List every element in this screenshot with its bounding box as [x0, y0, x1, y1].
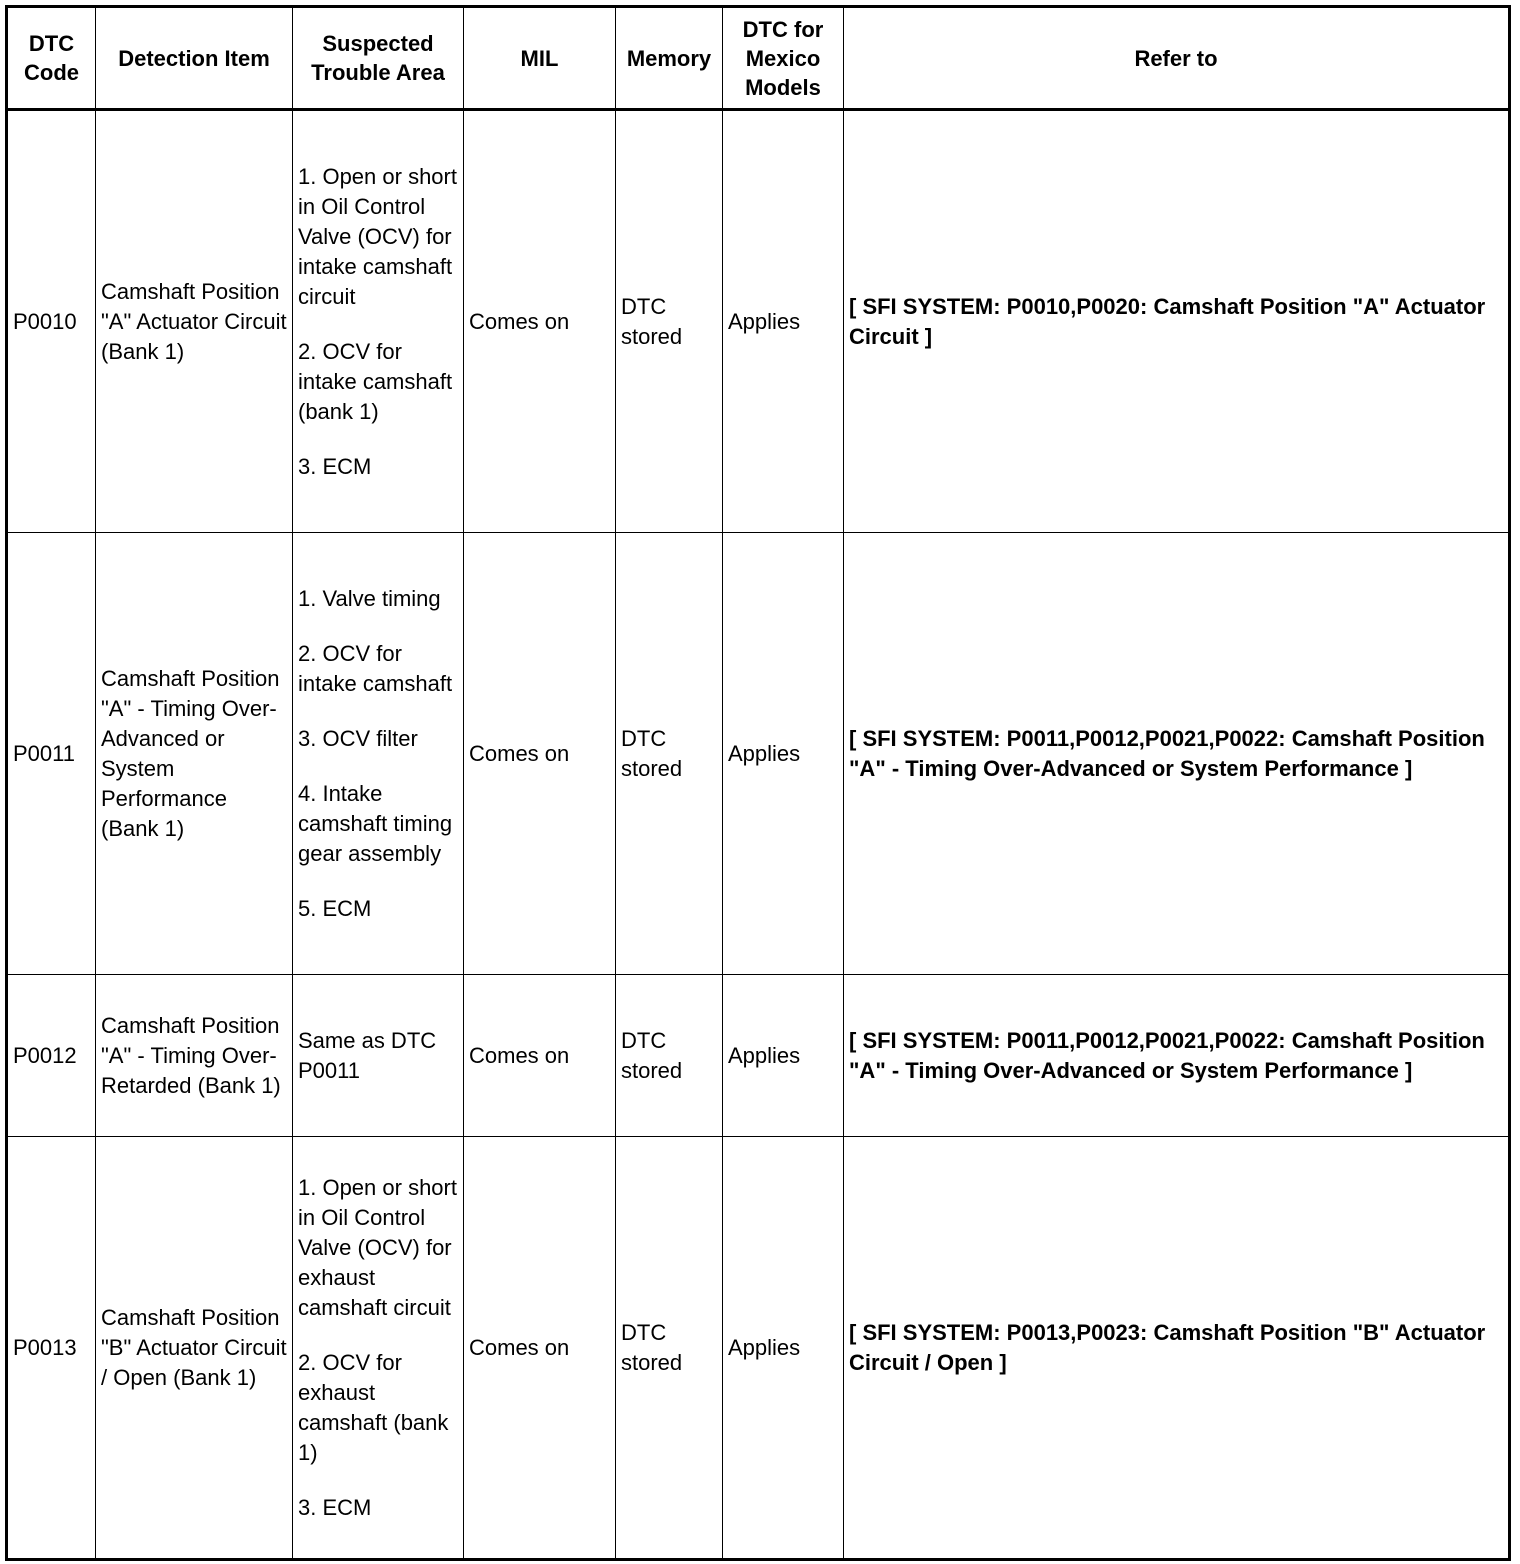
trouble-area-item: 3. ECM [298, 1494, 372, 1520]
trouble-area-item: 1. Valve timing [298, 585, 441, 611]
trouble-area-item: 2. OCV for intake camshaft [298, 640, 453, 696]
mexico-models-cell: Applies [723, 1137, 844, 1560]
header-detection-item: Detection Item [96, 7, 293, 110]
trouble-area-cell [293, 1137, 464, 1560]
trouble-area-item: 1. Open or short in Oil Control Valve (OCV) for exhaust camshaft circuit [298, 1174, 457, 1320]
header-mil: MIL [464, 7, 616, 110]
header-suspected-trouble-area: Suspected Trouble Area [293, 7, 464, 110]
refer-to-link[interactable]: [ SFI SYSTEM: P0010,P0020: Camshaft Position "A" Actuator Circuit ] [844, 110, 1510, 533]
dtc-code-cell: P0011 [7, 533, 96, 975]
table-row [7, 110, 1510, 533]
refer-to-link[interactable]: [ SFI SYSTEM: P0011,P0012,P0021,P0022: Camshaft Position "A" - Timing Over-Advanced or System Performance ] [844, 533, 1510, 975]
trouble-area-item: Same as DTC P0011 [298, 1027, 437, 1083]
header-memory: Memory [616, 7, 723, 110]
memory-cell: DTC stored [616, 110, 723, 533]
refer-to-link[interactable]: [ SFI SYSTEM: P0013,P0023: Camshaft Position "B" Actuator Circuit / Open ] [844, 1137, 1510, 1560]
mil-cell: Comes on [464, 533, 616, 975]
table-row [7, 975, 1510, 1137]
trouble-area-item: 2. OCV for intake camshaft (bank 1) [298, 338, 453, 424]
header-mexico-models: DTC for Mexico Models [723, 7, 844, 110]
trouble-area-item: 4. Intake camshaft timing gear assembly [298, 780, 453, 866]
mexico-models-cell: Applies [723, 110, 844, 533]
detection-item-cell: Camshaft Position "A" - Timing Over-Retarded (Bank 1) [96, 975, 293, 1137]
dtc-table [5, 5, 1511, 1561]
table-header-row [7, 7, 1510, 110]
refer-to-link[interactable]: [ SFI SYSTEM: P0011,P0012,P0021,P0022: Camshaft Position "A" - Timing Over-Advanced or System Performance ] [844, 975, 1510, 1137]
mil-cell: Comes on [464, 975, 616, 1137]
mexico-models-cell: Applies [723, 533, 844, 975]
memory-cell: DTC stored [616, 975, 723, 1137]
trouble-area-cell [293, 110, 464, 533]
trouble-area-cell [293, 533, 464, 975]
header-refer-to: Refer to [844, 7, 1510, 110]
trouble-area-cell [293, 975, 464, 1137]
trouble-area-item: 1. Open or short in Oil Control Valve (OCV) for intake camshaft circuit [298, 163, 457, 309]
mil-cell: Comes on [464, 1137, 616, 1560]
mil-cell: Comes on [464, 110, 616, 533]
trouble-area-item: 5. ECM [298, 895, 372, 921]
trouble-area-item: 3. OCV filter [298, 725, 418, 751]
dtc-code-cell: P0010 [7, 110, 96, 533]
dtc-code-cell: P0013 [7, 1137, 96, 1560]
table-row [7, 533, 1510, 975]
detection-item-cell: Camshaft Position "B" Actuator Circuit / Open (Bank 1) [96, 1137, 293, 1560]
trouble-area-item: 3. ECM [298, 453, 372, 479]
table-row [7, 1137, 1510, 1560]
dtc-code-cell: P0012 [7, 975, 96, 1137]
memory-cell: DTC stored [616, 1137, 723, 1560]
trouble-area-item: 2. OCV for exhaust camshaft (bank 1) [298, 1349, 449, 1465]
memory-cell: DTC stored [616, 533, 723, 975]
header-dtc-code: DTC Code [7, 7, 96, 110]
detection-item-cell: Camshaft Position "A" Actuator Circuit (Bank 1) [96, 110, 293, 533]
detection-item-cell: Camshaft Position "A" - Timing Over-Advanced or System Performance (Bank 1) [96, 533, 293, 975]
mexico-models-cell: Applies [723, 975, 844, 1137]
